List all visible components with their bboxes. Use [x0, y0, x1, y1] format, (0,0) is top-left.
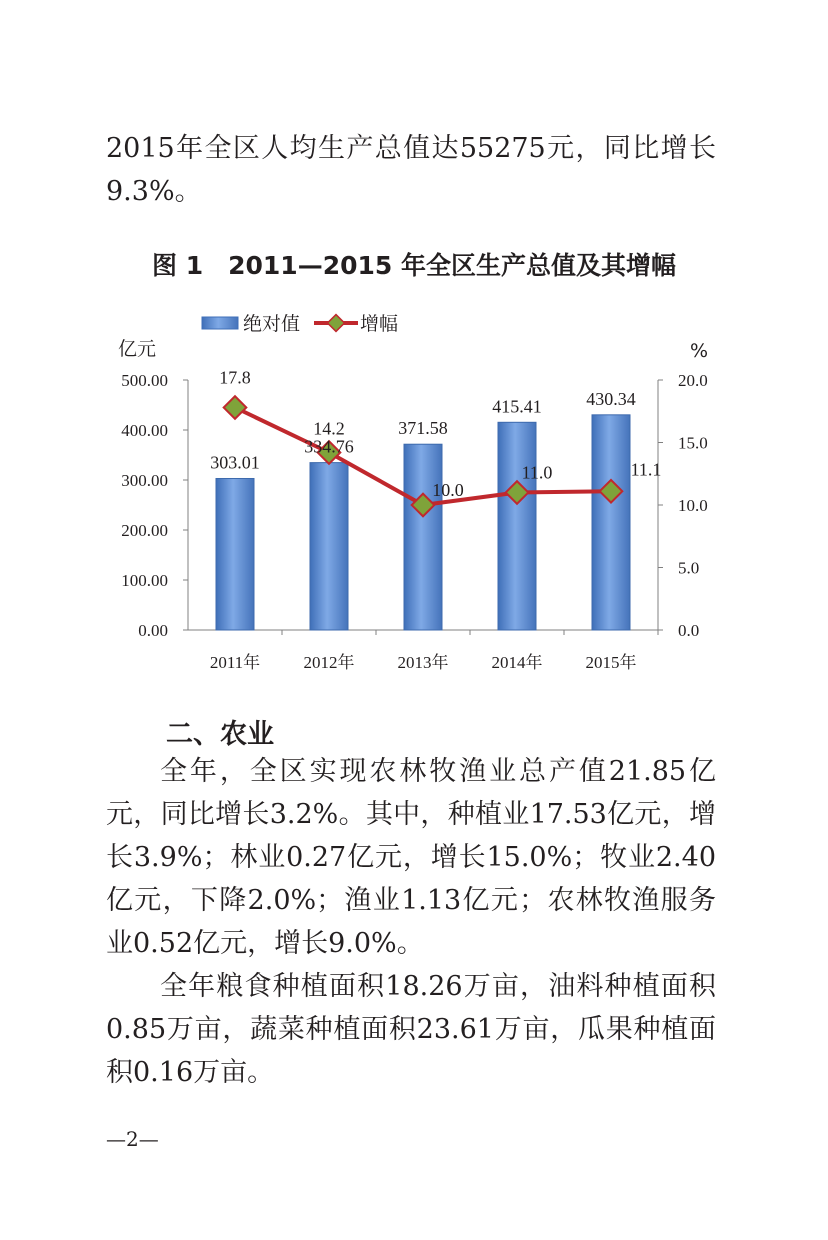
y-left-tick-label: 500.00 [121, 371, 168, 390]
bar-value-label: 334.76 [304, 436, 354, 457]
y-left-tick-label: 300.00 [121, 471, 168, 490]
page-number: —2— [106, 1127, 159, 1151]
x-tick-label: 2012年 [303, 653, 355, 672]
figure-title: 图 1 2011—2015 年全区生产总值及其增幅 [152, 251, 676, 280]
x-tick-label: 2015年 [585, 653, 637, 672]
bar-value-label: 371.58 [398, 418, 448, 439]
intro-paragraph: 2015年全区人均生产总值达55275元，同比增长9.3%。 [106, 133, 716, 207]
chart-legend [202, 313, 398, 335]
y-right-tick-label: 0.0 [678, 621, 700, 640]
bar [592, 415, 630, 630]
agriculture-paragraph: 全年，全区实现农林牧渔业总产值21.85亿元，同比增长3.2%。其中，种植业17.53亿元，增长3.9%；林业0.27亿元，增长15.0%；牧业2.40亿元，下降2.0%；渔业1.13亿元；农林牧渔服务业0.52亿元，增长9.0%。 [106, 756, 716, 959]
x-tick-label: 2013年 [397, 653, 449, 672]
bar-value-label: 303.01 [210, 452, 260, 473]
y-left-tick-label: 400.00 [121, 421, 168, 440]
x-tick-label: 2014年 [491, 653, 543, 672]
bar-value-label: 415.41 [492, 396, 542, 417]
bar [310, 463, 348, 630]
growth-value-label: 14.2 [313, 418, 345, 439]
y-right-tick-label: 10.0 [678, 496, 708, 515]
y-left-tick-label: 200.00 [121, 521, 168, 540]
growth-marker [224, 396, 247, 419]
legend-swatch-bars [202, 317, 238, 329]
bar [216, 478, 254, 630]
bar-value-label: 430.34 [586, 388, 636, 409]
legend-label-line: 增幅 [360, 313, 399, 335]
bar [498, 422, 536, 630]
y-right-tick-label: 5.0 [678, 558, 700, 578]
y-right-unit: % [690, 340, 709, 362]
legend-marker-line [328, 315, 345, 332]
legend-label-bars: 绝对值 [243, 313, 301, 335]
growth-value-label: 11.1 [630, 459, 662, 480]
section-heading: 二、农业 [166, 719, 274, 750]
y-left-unit: 亿元 [118, 338, 157, 360]
planting-area-paragraph: 全年粮食种植面积18.26万亩，油料种植面积0.85万亩，蔬菜种植面积23.61万亩，瓜果种植面积0.16万亩。 [106, 971, 716, 1088]
growth-value-label: 17.8 [219, 367, 251, 388]
y-left-tick-label: 100.00 [121, 571, 168, 590]
growth-value-label: 11.0 [521, 462, 553, 483]
y-right-tick-label: 20.0 [678, 371, 708, 390]
x-tick-label: 2011年 [209, 653, 261, 672]
y-left-tick-label: 0.00 [138, 621, 168, 640]
y-right-tick-label: 15.0 [678, 433, 708, 453]
bar [404, 444, 442, 630]
growth-value-label: 10.0 [432, 480, 464, 500]
